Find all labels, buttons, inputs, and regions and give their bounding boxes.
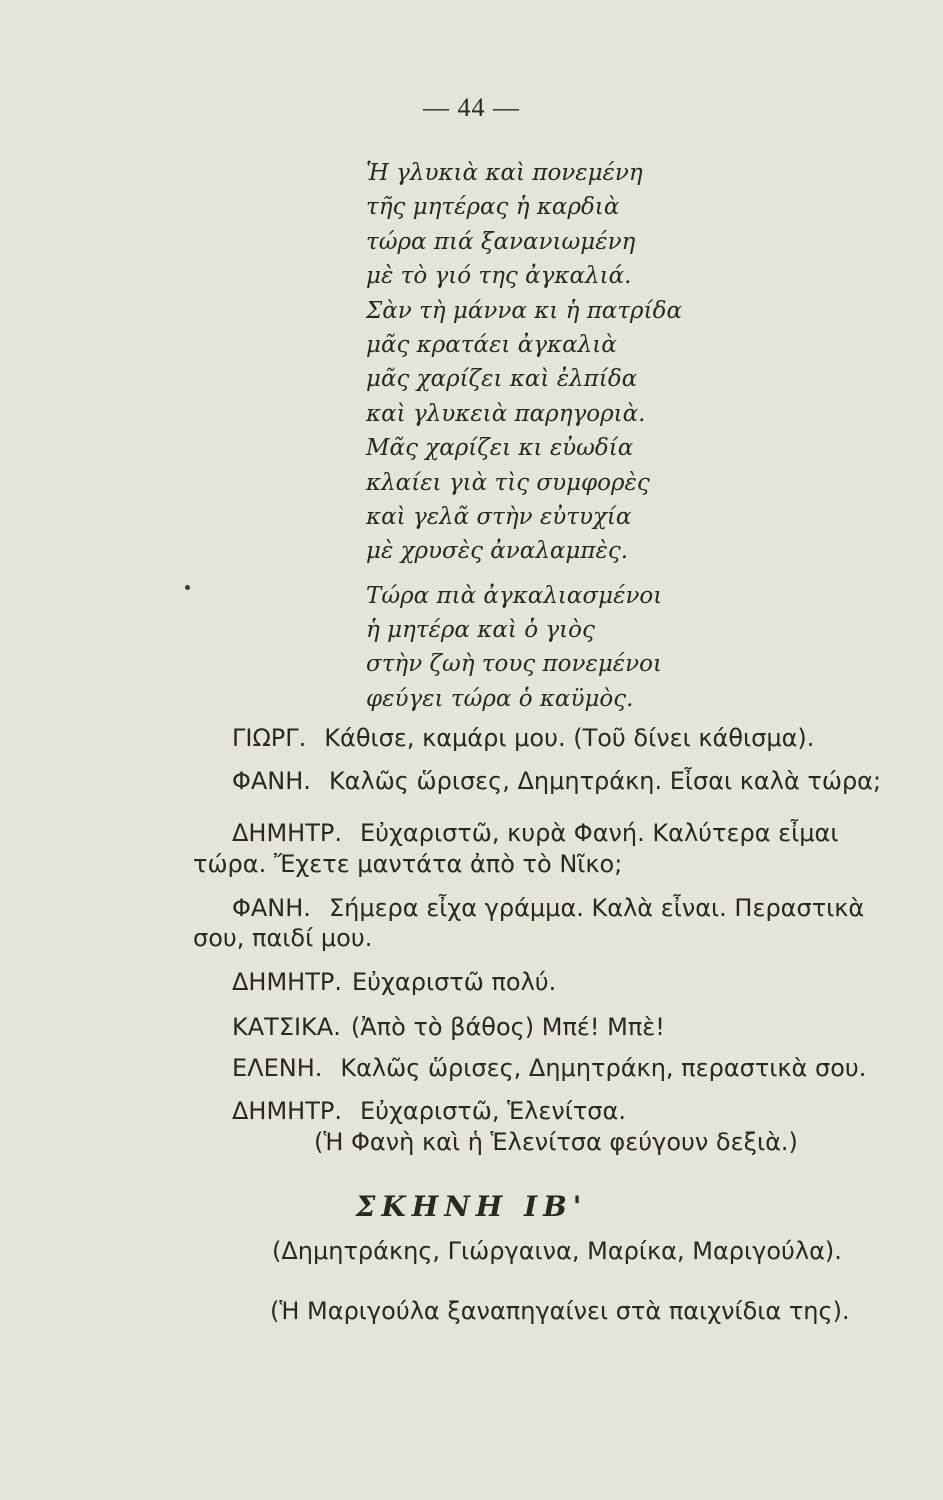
speaker-name: ΔΗΜΗΤΡ. — [232, 968, 342, 996]
dialogue-line — [232, 766, 881, 796]
scene-title: ΣΚΗΝΗ ΙΒ' — [355, 1190, 588, 1223]
poem-verse: Ἡ γλυκιὰ καὶ πονεμένη — [366, 160, 643, 186]
speaker-name: ΕΛΕΝΗ. — [232, 1054, 323, 1082]
poem-stanza-3 — [366, 431, 682, 569]
poem-verse: μᾶς χαρίζει καὶ ἐλπίδα — [366, 366, 638, 393]
line-text: Εὐχαριστῶ, Ἑλενίτσα. — [359, 1097, 626, 1125]
poem-verse: μὲ τὸ γιό της ἀγκαλιά. — [366, 263, 632, 290]
dialogue-line — [232, 1096, 626, 1126]
speaker-name: ΔΗΜΗΤΡ. — [232, 1097, 342, 1125]
dialogue-line-continued: σου, παιδί μου. — [193, 924, 373, 952]
speaker-name: ΓΙΩΡΓ. — [232, 724, 307, 752]
dialogue-line — [232, 1012, 665, 1042]
poem-stanza-2 — [366, 294, 682, 432]
dialogue-line — [232, 723, 814, 753]
speaker-name: ΚΑΤΣΙΚΑ. — [232, 1013, 341, 1041]
dialogue-line-continued: τώρα. Ἔχετε μαντάτα ἀπὸ τὸ Νῖκο; — [193, 850, 623, 878]
poem — [366, 156, 682, 716]
dialogue-line — [232, 1053, 866, 1083]
poem-verse: ἡ μητέρα καὶ ὁ γιὸς — [366, 617, 595, 644]
scene-direction: (Ἡ Μαριγούλα ξαναπηγαίνει στὰ παιχνίδια της). — [270, 1297, 850, 1325]
poem-verse: μᾶς κρατάει ἀγκαλιὰ — [366, 331, 617, 358]
scene-cast: (Δημητράκης, Γιώργαινα, Μαρίκα, Μαριγούλα). — [272, 1237, 842, 1265]
poem-verse: καὶ γελᾶ στὴν εὐτυχία — [366, 503, 632, 530]
page-number: — 44 — — [423, 93, 520, 122]
poem-verse: τώρα πιά ξανανιωμένη — [366, 228, 636, 255]
stray-mark — [184, 584, 190, 590]
poem-verse: Τώρα πιὰ ἀγκαλιασμένοι — [366, 582, 663, 609]
poem-verse: κλαίει γιὰ τὶς συμφορὲς — [366, 469, 650, 496]
line-text: Σήμερα εἶχα γράμμα. Καλὰ εἶναι. Περαστικὰ — [328, 894, 865, 922]
poem-verse: Σὰν τὴ μάννα κι ἡ πατρίδα — [366, 297, 682, 324]
line-text: Καλῶς ὥρισες, Δημητράκη. Εἶσαι καλὰ τώρα; — [328, 767, 882, 795]
line-text: Εὐχαριστῶ, κυρὰ Φανή. Καλύτερα εἶμαι — [359, 819, 839, 847]
poem-verse: καὶ γλυκειὰ παρηγοριὰ. — [366, 400, 646, 427]
line-text: Κάθισε, καμάρι μου. (Τοῦ δίνει κάθισμα). — [324, 724, 815, 752]
speaker-name: ΦΑΝΗ. — [232, 767, 311, 795]
speaker-name: ΦΑΝΗ. — [232, 894, 311, 922]
poem-verse: φεύγει τώρα ὁ καϋμὸς. — [366, 685, 634, 712]
dialogue-line — [232, 893, 864, 923]
dialogue-line — [232, 818, 838, 848]
poem-stanza-1 — [366, 156, 682, 294]
poem-verse: στὴν ζωὴ τους πονεμένοι — [366, 651, 662, 678]
line-text: (Ἀπὸ τὸ βάθος) Μπέ! Μπὲ! — [350, 1013, 665, 1041]
poem-verse: Μᾶς χαρίζει κι εὐωδία — [366, 435, 634, 462]
poem-verse: μὲ χρυσὲς ἀναλαμπὲς. — [366, 538, 629, 565]
poem-stanza-4 — [366, 579, 682, 717]
stage-direction: (Ἡ Φανὴ καὶ ἡ Ἑλενίτσα φεύγουν δεξιὰ.) — [314, 1128, 798, 1156]
line-text: Εὐχαριστῶ πολύ. — [351, 968, 557, 996]
dialogue-line — [232, 967, 556, 997]
line-text: Καλῶς ὥρισες, Δημητράκη, περαστικὰ σου. — [340, 1054, 867, 1082]
speaker-name: ΔΗΜΗΤΡ. — [232, 819, 342, 847]
poem-verse: τῆς μητέρας ἡ καρδιὰ — [366, 194, 620, 221]
